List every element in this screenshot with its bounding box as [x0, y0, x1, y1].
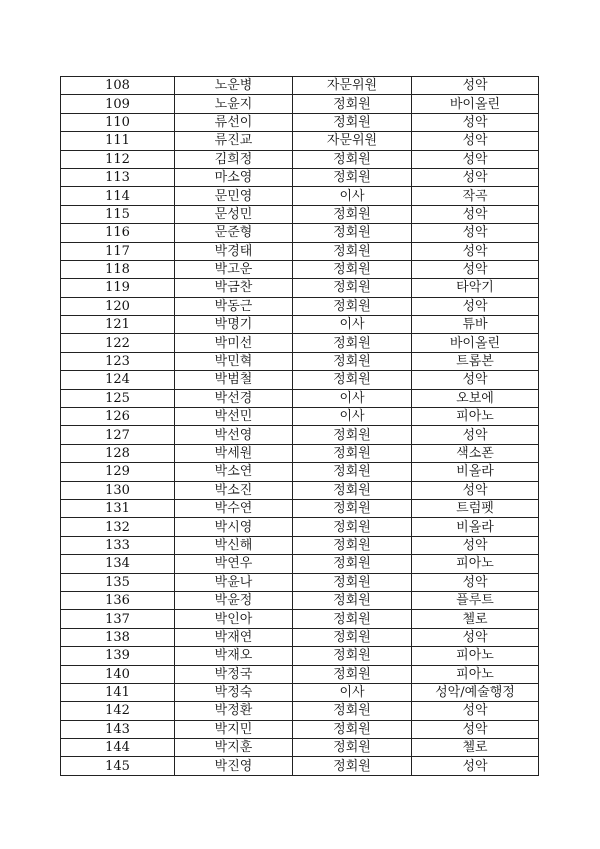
member-number-cell: 113 [61, 168, 175, 186]
member-name-cell: 류선이 [175, 113, 293, 131]
member-name-cell: 박금찬 [175, 279, 293, 297]
member-part-cell: 성악 [412, 242, 539, 260]
member-name-cell: 박명기 [175, 316, 293, 334]
table-row [61, 132, 539, 150]
table-row [61, 702, 539, 720]
member-number-cell: 115 [61, 205, 175, 223]
member-role-cell: 정회원 [293, 352, 412, 370]
member-number-cell: 136 [61, 591, 175, 609]
member-role-cell: 이사 [293, 408, 412, 426]
member-role-cell: 정회원 [293, 260, 412, 278]
member-number-cell: 111 [61, 132, 175, 150]
member-name-cell: 노운병 [175, 77, 293, 95]
table-row [61, 591, 539, 609]
table-row [61, 297, 539, 315]
table-row [61, 555, 539, 573]
member-number-cell: 124 [61, 371, 175, 389]
member-part-cell: 바이올린 [412, 95, 539, 113]
member-part-cell: 트롬본 [412, 352, 539, 370]
member-part-cell: 첼로 [412, 610, 539, 628]
member-name-cell: 박소진 [175, 481, 293, 499]
member-name-cell: 박선영 [175, 426, 293, 444]
member-number-cell: 130 [61, 481, 175, 499]
member-role-cell: 정회원 [293, 113, 412, 131]
table-row [61, 389, 539, 407]
member-part-cell: 첼로 [412, 739, 539, 757]
member-number-cell: 142 [61, 702, 175, 720]
member-number-cell: 138 [61, 628, 175, 646]
member-part-cell: 성악 [412, 720, 539, 738]
member-role-cell: 정회원 [293, 224, 412, 242]
member-name-cell: 박지민 [175, 720, 293, 738]
member-part-cell: 트럼펫 [412, 499, 539, 517]
member-name-cell: 노윤지 [175, 95, 293, 113]
member-number-cell: 135 [61, 573, 175, 591]
member-part-cell: 성악 [412, 132, 539, 150]
member-role-cell: 이사 [293, 683, 412, 701]
member-part-cell: 성악 [412, 481, 539, 499]
member-name-cell: 박선민 [175, 408, 293, 426]
member-part-cell: 성악 [412, 205, 539, 223]
member-part-cell: 성악 [412, 113, 539, 131]
member-name-cell: 마소영 [175, 168, 293, 186]
member-part-cell: 성악 [412, 573, 539, 591]
member-name-cell: 박신해 [175, 536, 293, 554]
member-number-cell: 121 [61, 316, 175, 334]
member-part-cell: 성악 [412, 628, 539, 646]
member-role-cell: 이사 [293, 316, 412, 334]
table-row [61, 334, 539, 352]
member-name-cell: 문준형 [175, 224, 293, 242]
member-number-cell: 131 [61, 499, 175, 517]
member-role-cell: 정회원 [293, 757, 412, 775]
member-number-cell: 140 [61, 665, 175, 683]
table-row [61, 463, 539, 481]
table-row [61, 168, 539, 186]
member-name-cell: 박고운 [175, 260, 293, 278]
member-part-cell: 바이올린 [412, 334, 539, 352]
table-row [61, 518, 539, 536]
member-name-cell: 박선경 [175, 389, 293, 407]
member-name-cell: 박인아 [175, 610, 293, 628]
member-name-cell: 문민영 [175, 187, 293, 205]
member-number-cell: 132 [61, 518, 175, 536]
member-part-cell: 성악 [412, 224, 539, 242]
table-row [61, 316, 539, 334]
member-part-cell: 튜바 [412, 316, 539, 334]
member-part-cell: 피아노 [412, 665, 539, 683]
table-row [61, 647, 539, 665]
table-row [61, 665, 539, 683]
table-row [61, 279, 539, 297]
member-number-cell: 120 [61, 297, 175, 315]
member-number-cell: 118 [61, 260, 175, 278]
member-number-cell: 110 [61, 113, 175, 131]
member-part-cell: 성악 [412, 371, 539, 389]
table-row [61, 444, 539, 462]
member-number-cell: 139 [61, 647, 175, 665]
member-part-cell: 성악 [412, 536, 539, 554]
table-row [61, 242, 539, 260]
member-number-cell: 137 [61, 610, 175, 628]
member-role-cell: 자문위원 [293, 77, 412, 95]
table-row [61, 224, 539, 242]
member-role-cell: 정회원 [293, 591, 412, 609]
member-number-cell: 114 [61, 187, 175, 205]
member-number-cell: 145 [61, 757, 175, 775]
member-number-cell: 117 [61, 242, 175, 260]
member-part-cell: 성악/예술행정 [412, 683, 539, 701]
member-role-cell: 정회원 [293, 426, 412, 444]
member-number-cell: 112 [61, 150, 175, 168]
table-row [61, 371, 539, 389]
table-row [61, 628, 539, 646]
table-row [61, 683, 539, 701]
member-name-cell: 박재연 [175, 628, 293, 646]
member-role-cell: 정회원 [293, 647, 412, 665]
member-role-cell: 정회원 [293, 555, 412, 573]
member-number-cell: 129 [61, 463, 175, 481]
member-role-cell: 정회원 [293, 242, 412, 260]
member-name-cell: 박진영 [175, 757, 293, 775]
member-role-cell: 정회원 [293, 518, 412, 536]
member-role-cell: 정회원 [293, 95, 412, 113]
member-part-cell: 피아노 [412, 555, 539, 573]
member-part-cell: 성악 [412, 702, 539, 720]
member-part-cell: 성악 [412, 757, 539, 775]
member-role-cell: 정회원 [293, 720, 412, 738]
member-role-cell: 정회원 [293, 610, 412, 628]
member-name-cell: 박연우 [175, 555, 293, 573]
member-role-cell: 정회원 [293, 297, 412, 315]
member-name-cell: 박재오 [175, 647, 293, 665]
member-part-cell: 플루트 [412, 591, 539, 609]
member-role-cell: 정회원 [293, 573, 412, 591]
table-row [61, 720, 539, 738]
member-part-cell: 피아노 [412, 647, 539, 665]
member-number-cell: 119 [61, 279, 175, 297]
member-name-cell: 박정환 [175, 702, 293, 720]
member-name-cell: 박지훈 [175, 739, 293, 757]
member-part-cell: 성악 [412, 426, 539, 444]
member-role-cell: 정회원 [293, 536, 412, 554]
member-number-cell: 123 [61, 352, 175, 370]
member-number-cell: 127 [61, 426, 175, 444]
table-row [61, 739, 539, 757]
member-role-cell: 정회원 [293, 444, 412, 462]
member-name-cell: 박윤정 [175, 591, 293, 609]
member-role-cell: 정회원 [293, 665, 412, 683]
member-part-cell: 타악기 [412, 279, 539, 297]
table-row [61, 150, 539, 168]
member-role-cell: 정회원 [293, 499, 412, 517]
member-role-cell: 정회원 [293, 150, 412, 168]
member-role-cell: 정회원 [293, 205, 412, 223]
member-name-cell: 박범철 [175, 371, 293, 389]
member-part-cell: 비올라 [412, 463, 539, 481]
table-row [61, 426, 539, 444]
member-part-cell: 오보에 [412, 389, 539, 407]
member-name-cell: 문성민 [175, 205, 293, 223]
member-number-cell: 133 [61, 536, 175, 554]
table-row [61, 260, 539, 278]
member-name-cell: 박정국 [175, 665, 293, 683]
table-row [61, 499, 539, 517]
table-row [61, 352, 539, 370]
member-number-cell: 143 [61, 720, 175, 738]
member-role-cell: 정회원 [293, 628, 412, 646]
table-row [61, 113, 539, 131]
member-part-cell: 성악 [412, 77, 539, 95]
member-part-cell: 색소폰 [412, 444, 539, 462]
member-role-cell: 정회원 [293, 279, 412, 297]
table-row [61, 536, 539, 554]
member-name-cell: 박동근 [175, 297, 293, 315]
member-role-cell: 정회원 [293, 334, 412, 352]
table-row [61, 205, 539, 223]
member-part-cell: 성악 [412, 168, 539, 186]
member-part-cell: 피아노 [412, 408, 539, 426]
member-number-cell: 116 [61, 224, 175, 242]
member-role-cell: 정회원 [293, 481, 412, 499]
member-roster-table [60, 76, 539, 776]
member-role-cell: 정회원 [293, 168, 412, 186]
member-number-cell: 144 [61, 739, 175, 757]
member-role-cell: 정회원 [293, 371, 412, 389]
member-name-cell: 박미선 [175, 334, 293, 352]
member-part-cell: 성악 [412, 150, 539, 168]
member-number-cell: 108 [61, 77, 175, 95]
member-number-cell: 134 [61, 555, 175, 573]
member-number-cell: 109 [61, 95, 175, 113]
member-number-cell: 141 [61, 683, 175, 701]
member-number-cell: 126 [61, 408, 175, 426]
table-row [61, 573, 539, 591]
member-part-cell: 작곡 [412, 187, 539, 205]
roster-body [61, 77, 539, 776]
member-role-cell: 이사 [293, 187, 412, 205]
member-role-cell: 이사 [293, 389, 412, 407]
table-row [61, 77, 539, 95]
member-name-cell: 박시영 [175, 518, 293, 536]
member-part-cell: 비올라 [412, 518, 539, 536]
member-part-cell: 성악 [412, 297, 539, 315]
member-name-cell: 박민혁 [175, 352, 293, 370]
table-row [61, 610, 539, 628]
member-number-cell: 122 [61, 334, 175, 352]
member-name-cell: 박소연 [175, 463, 293, 481]
member-role-cell: 정회원 [293, 463, 412, 481]
member-name-cell: 박경태 [175, 242, 293, 260]
table-row [61, 481, 539, 499]
member-role-cell: 정회원 [293, 739, 412, 757]
table-row [61, 95, 539, 113]
member-name-cell: 박세원 [175, 444, 293, 462]
member-name-cell: 박정숙 [175, 683, 293, 701]
member-name-cell: 김희정 [175, 150, 293, 168]
table-row [61, 408, 539, 426]
member-name-cell: 박윤나 [175, 573, 293, 591]
member-name-cell: 류진교 [175, 132, 293, 150]
table-row [61, 187, 539, 205]
member-name-cell: 박수연 [175, 499, 293, 517]
member-part-cell: 성악 [412, 260, 539, 278]
member-role-cell: 정회원 [293, 702, 412, 720]
member-number-cell: 125 [61, 389, 175, 407]
member-role-cell: 자문위원 [293, 132, 412, 150]
table-row [61, 757, 539, 775]
member-number-cell: 128 [61, 444, 175, 462]
